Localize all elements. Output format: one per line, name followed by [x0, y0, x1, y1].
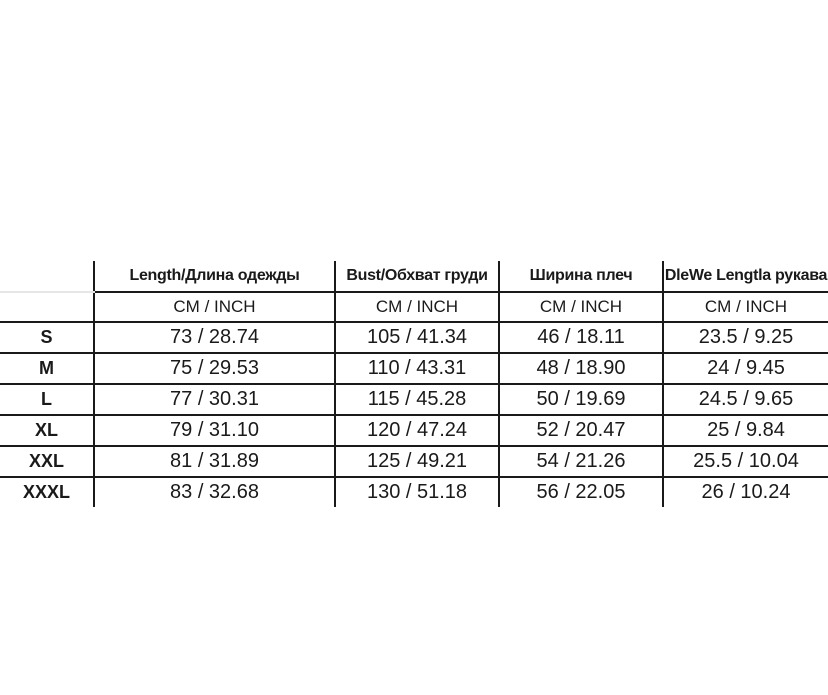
size-label: XXXL — [0, 477, 94, 507]
shoulder-cell: 50 / 19.69 — [499, 384, 663, 415]
unit-length: CM / INCH — [94, 292, 335, 322]
size-label: XL — [0, 415, 94, 446]
length-cell: 83 / 32.68 — [94, 477, 335, 507]
sleeve-cell: 24.5 / 9.65 — [663, 384, 828, 415]
size-label: XXL — [0, 446, 94, 477]
bust-cell: 125 / 49.21 — [335, 446, 499, 477]
length-cell: 73 / 28.74 — [94, 322, 335, 353]
unit-bust: CM / INCH — [335, 292, 499, 322]
shoulder-cell: 46 / 18.11 — [499, 322, 663, 353]
header-bust: Bust/Обхват груди — [335, 261, 499, 292]
bust-cell: 110 / 43.31 — [335, 353, 499, 384]
sleeve-cell: 26 / 10.24 — [663, 477, 828, 507]
shoulder-cell: 54 / 21.26 — [499, 446, 663, 477]
sleeve-cell: 25 / 9.84 — [663, 415, 828, 446]
shoulder-cell: 52 / 20.47 — [499, 415, 663, 446]
unit-corner-cell — [0, 292, 94, 322]
length-cell: 79 / 31.10 — [94, 415, 335, 446]
size-chart — [0, 261, 828, 507]
unit-row — [0, 292, 828, 322]
table-row — [0, 446, 828, 477]
size-label: L — [0, 384, 94, 415]
bust-cell: 130 / 51.18 — [335, 477, 499, 507]
table-row — [0, 415, 828, 446]
shoulder-cell: 48 / 18.90 — [499, 353, 663, 384]
length-cell: 75 / 29.53 — [94, 353, 335, 384]
header-length: Length/Длина одежды — [94, 261, 335, 292]
sleeve-cell: 23.5 / 9.25 — [663, 322, 828, 353]
sleeve-cell: 24 / 9.45 — [663, 353, 828, 384]
header-shoulder: Ширина плеч — [499, 261, 663, 292]
header-corner-cell — [0, 261, 94, 292]
sleeve-cell: 25.5 / 10.04 — [663, 446, 828, 477]
unit-sleeve: CM / INCH — [663, 292, 828, 322]
size-label: M — [0, 353, 94, 384]
table-row — [0, 353, 828, 384]
bust-cell: 115 / 45.28 — [335, 384, 499, 415]
unit-shoulder: CM / INCH — [499, 292, 663, 322]
table-row — [0, 322, 828, 353]
size-chart-table — [0, 261, 828, 507]
table-row — [0, 384, 828, 415]
bust-cell: 120 / 47.24 — [335, 415, 499, 446]
table-row — [0, 477, 828, 507]
bust-cell: 105 / 41.34 — [335, 322, 499, 353]
length-cell: 77 / 30.31 — [94, 384, 335, 415]
header-sleeve: DleWe Lengtla рукава — [663, 261, 828, 292]
size-label: S — [0, 322, 94, 353]
shoulder-cell: 56 / 22.05 — [499, 477, 663, 507]
length-cell: 81 / 31.89 — [94, 446, 335, 477]
header-row — [0, 261, 828, 292]
